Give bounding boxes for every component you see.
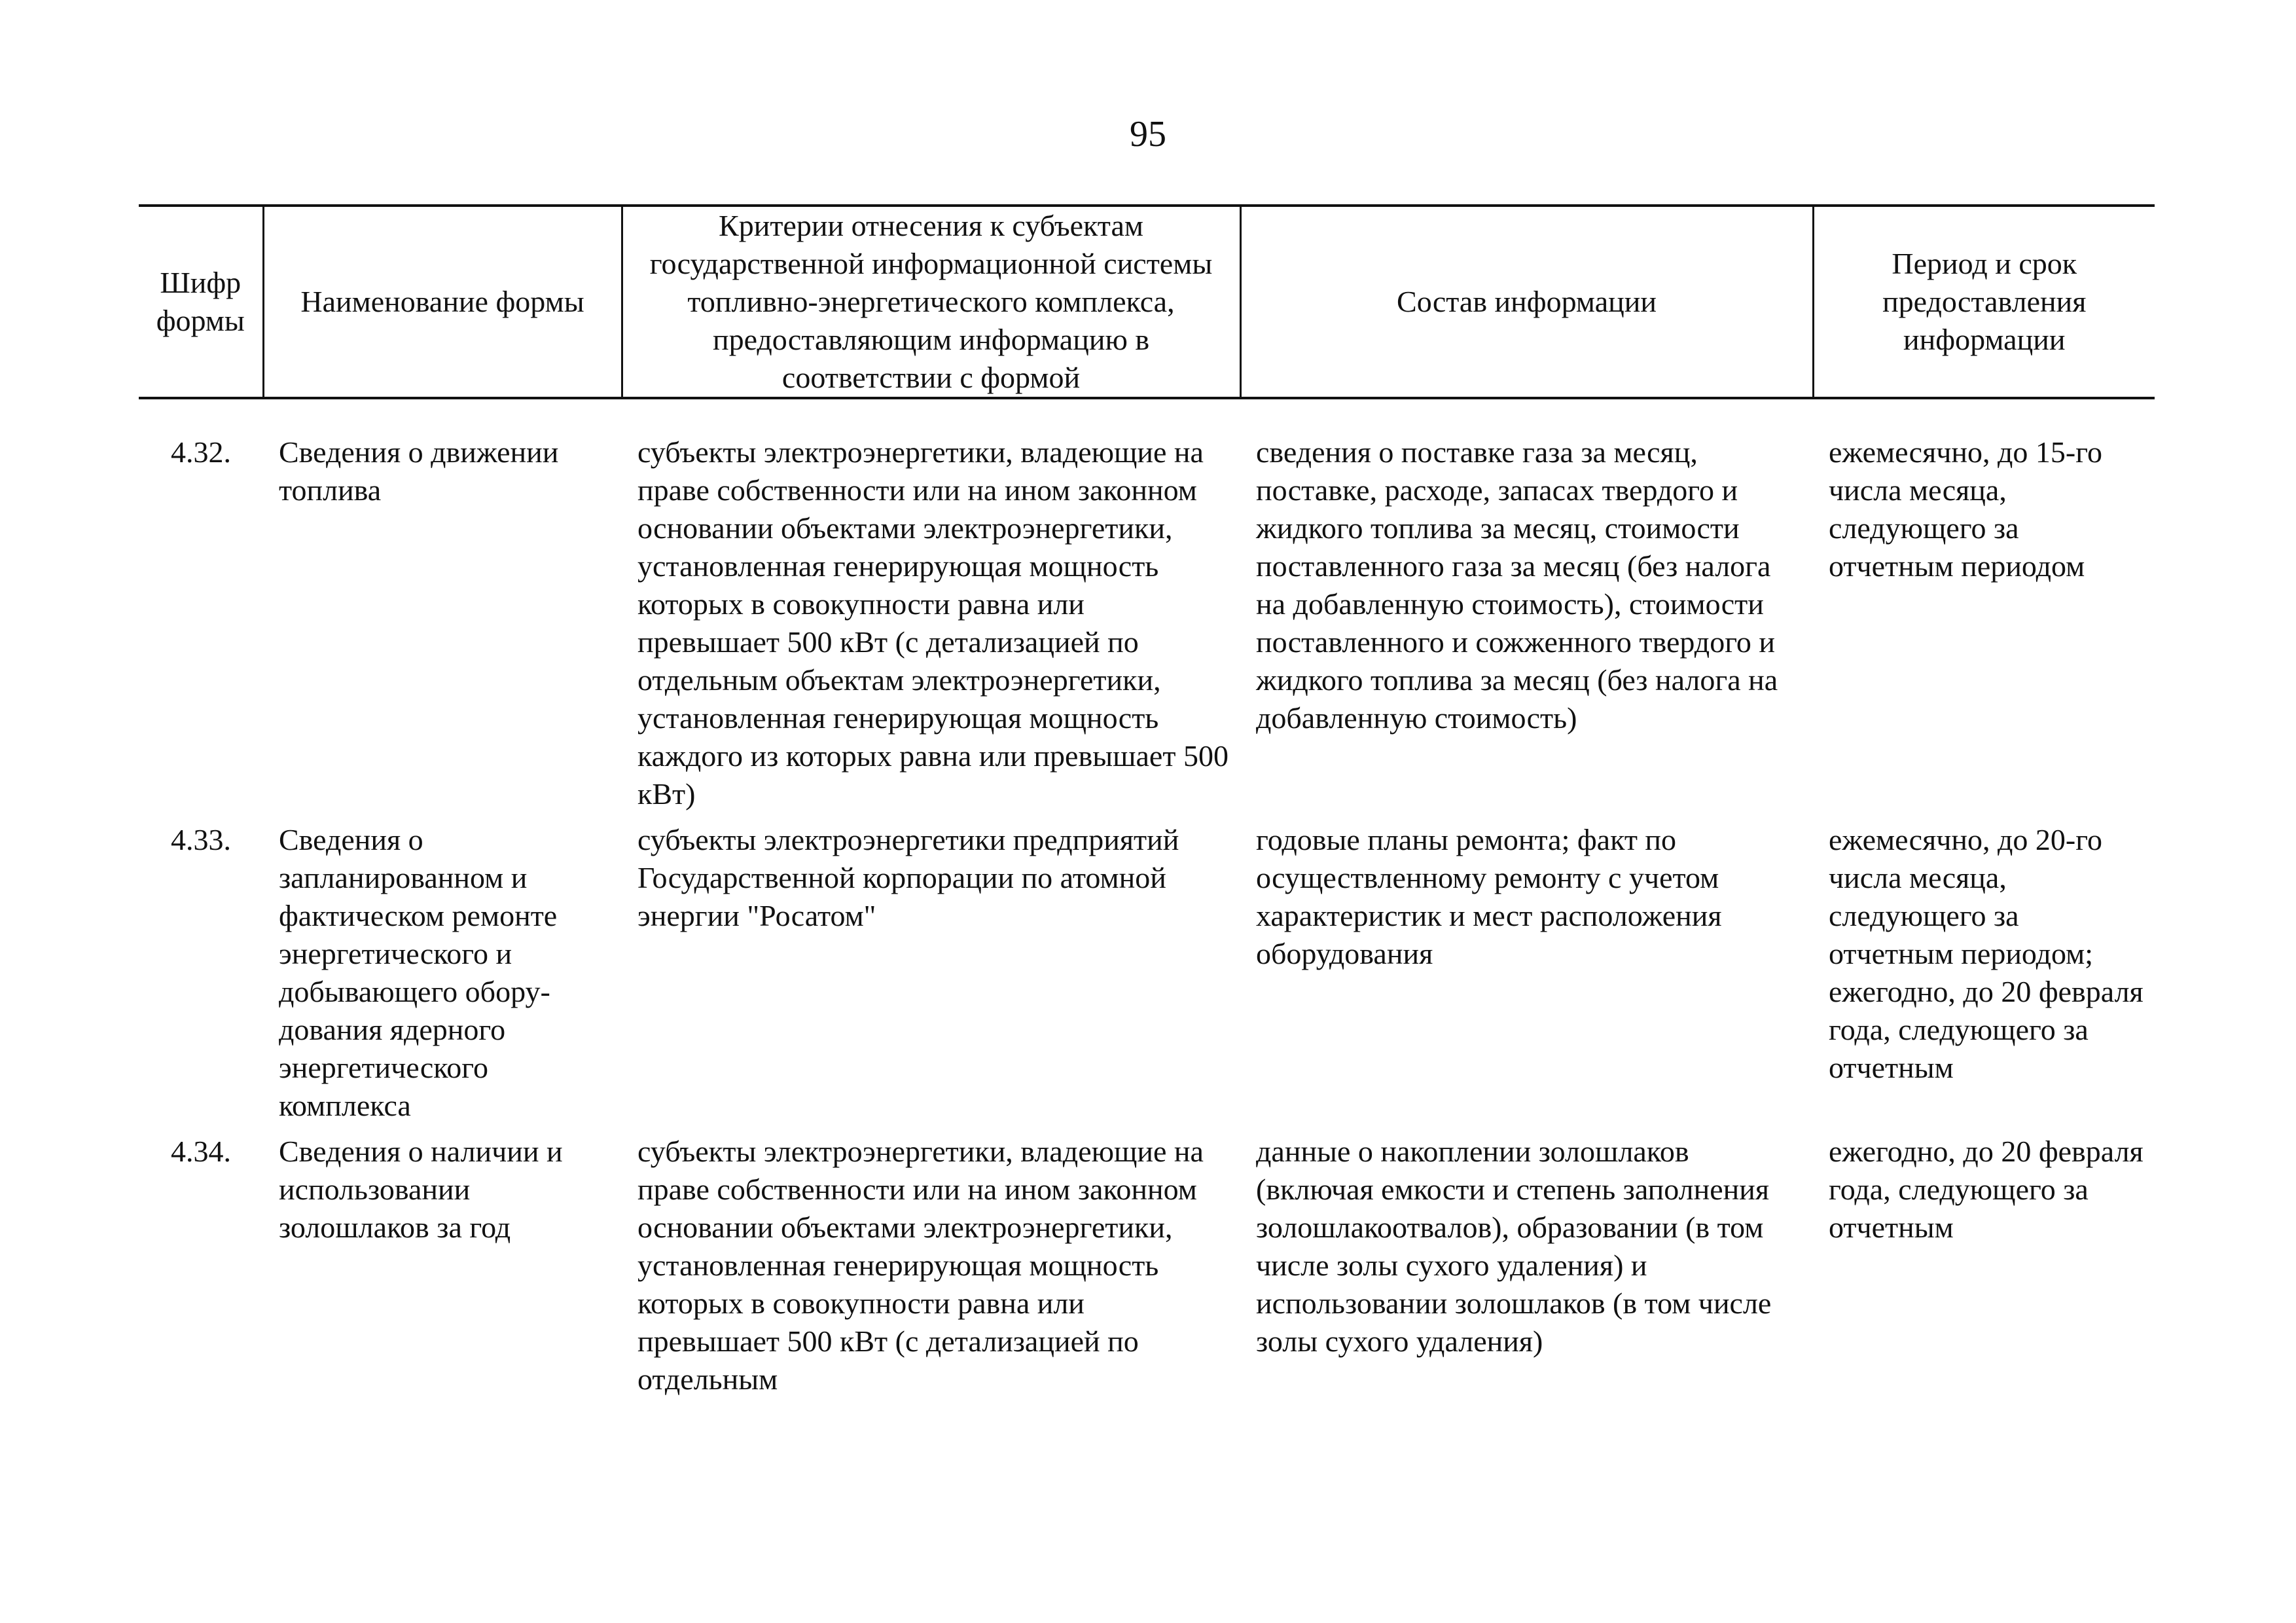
row-criteria: субъекты электроэнергетики, владеющие на праве собственности или на ином законном основании объектами электроэнергетики, установленная генерирующая мощность которых в совокупности равна или превышает 500 кВт (с детализацией по отдельным объектам электроэнергетики, установленная генерирующая мощность каждого из которых равна или превышает 500 кВт)	[637, 435, 1229, 811]
forms-table	[139, 204, 2155, 1406]
header-name: Наименование формы	[263, 206, 622, 398]
table-header	[139, 206, 2155, 398]
row-period: ежемесячно, до 20-го числа месяца, следующего за отчетным периодом; ежегодно, до 20 февраля года, следующего за отчетным	[1829, 823, 2144, 1084]
row-name: Сведения о наличии и использовании золошлаков за год	[279, 1135, 563, 1244]
row-code: 4.34.	[171, 1135, 231, 1168]
row-code: 4.32.	[171, 435, 231, 469]
header-row	[139, 206, 2155, 398]
header-code: Шифр формы	[139, 206, 263, 398]
row-code: 4.33.	[171, 823, 231, 856]
row-criteria: субъекты электроэнергетики, владеющие на праве собственности или на ином законном основании объектами электроэнергетики, установленная генерирующая мощность которых в совокупности равна или превышает 500 кВт (с детализацией по отдельным	[637, 1135, 1204, 1396]
header-spacer	[139, 398, 2155, 433]
table-row	[139, 1133, 2155, 1406]
page-number: 95	[1130, 114, 1166, 155]
row-period: ежегодно, до 20 февраля года, следующего за отчетным	[1829, 1135, 2144, 1244]
row-name: Сведения о запланированном и фактическом ремонте энергетического и добывающего оборудования ядерного энергетического комплекса	[279, 823, 558, 1122]
table-body	[139, 398, 2155, 1406]
row-name: Сведения о движении топлива	[279, 435, 559, 507]
table-row	[139, 821, 2155, 1133]
row-period: ежемесячно, до 15-го числа месяца, следующего за отчетным периодом	[1829, 435, 2102, 583]
header-criteria: Критерии отнесения к субъектам государственной информационной системы топливно-энергетического комплекса, предоставляющим информацию в соответствии с формой	[622, 206, 1240, 398]
row-criteria: субъекты электроэнергетики предприятий Государственной корпорации по атомной энергии "Росатом"	[637, 823, 1179, 932]
row-content: данные о накоплении золошлаков (включая емкости и степень заполнения золошлакоотвалов), образовании (в том числе золы сухого удаления) и использовании золошлаков (в том числе золы сухого удаления)	[1256, 1135, 1772, 1358]
header-period: Период и срок предоставления информации	[1813, 206, 2155, 398]
table-row	[139, 433, 2155, 821]
row-content: сведения о поставке газа за месяц, поставке, расходе, запасах твердого и жидкого топлива за месяц, стоимости поставленного газа за месяц (без налога на добавленную стоимость), стоимости поставленного и сожженного твердого и жидкого топлива за месяц (без налога на добавленную стоимость)	[1256, 435, 1778, 735]
header-content: Состав информации	[1240, 206, 1813, 398]
row-content: годовые планы ремонта; факт по осуществленному ремонту с учетом характеристик и мест расположения оборудования	[1256, 823, 1722, 970]
